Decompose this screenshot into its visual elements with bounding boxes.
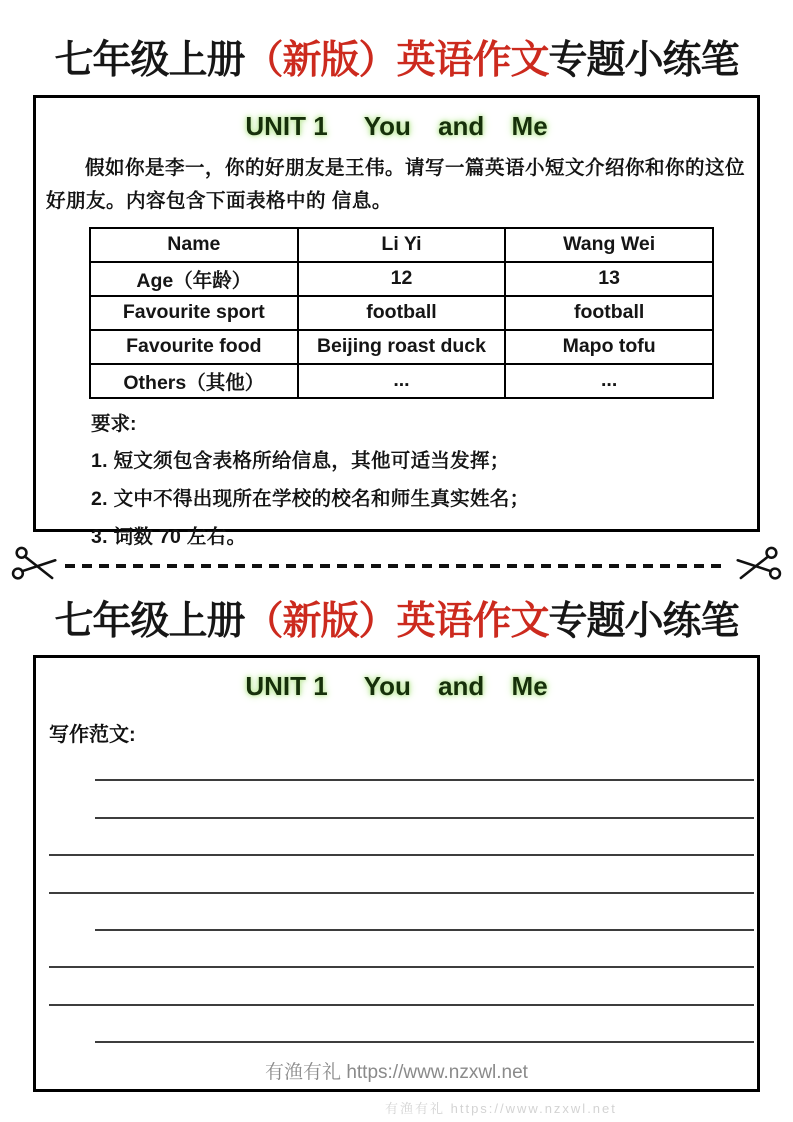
table-cell: football xyxy=(505,296,713,330)
scissors-icon xyxy=(730,541,785,591)
writing-line xyxy=(95,817,754,819)
requirements-label: 要求: xyxy=(91,412,137,435)
table-cell: Beijing roast duck xyxy=(298,330,506,364)
info-table-body xyxy=(90,228,713,398)
table-cell: Name xyxy=(90,228,298,262)
table-row xyxy=(90,364,713,398)
table-row xyxy=(90,228,713,262)
table-cell: Favourite food xyxy=(90,330,298,364)
page-title-bottom xyxy=(0,601,793,644)
cut-line xyxy=(12,541,781,591)
footer-watermark: 有渔有礼 https://www.nzxwl.net xyxy=(265,1062,528,1083)
writing-prompt: 假如你是李一，你的好朋友是王伟。请写一篇英语小短文介绍你和你的这位好朋友。内容包含下面表格中的 信息。 xyxy=(46,157,746,212)
table-cell: football xyxy=(298,296,506,330)
writing-line xyxy=(95,779,754,781)
title-black-left: 七年级上册 xyxy=(54,600,245,643)
table-cell: 13 xyxy=(505,262,713,296)
writing-line xyxy=(49,854,754,856)
requirement-item: 2. 文中不得出现所在学校的校名和师生真实姓名； xyxy=(91,487,530,510)
table-cell: Age（年龄） xyxy=(90,262,298,296)
table-cell: Wang Wei xyxy=(505,228,713,262)
table-cell: Favourite sport xyxy=(90,296,298,330)
sample-essay-label: 写作范文: xyxy=(49,724,136,746)
table-cell: Mapo tofu xyxy=(505,330,713,364)
writing-line xyxy=(49,1004,754,1006)
unit-heading xyxy=(36,111,757,142)
table-cell: ... xyxy=(505,364,713,398)
writing-line xyxy=(95,1041,754,1043)
table-row xyxy=(90,262,713,296)
exercise-box xyxy=(33,95,760,548)
title-red-middle: （新版）英语作文 xyxy=(244,39,549,82)
writing-line xyxy=(49,966,754,968)
table-cell: 12 xyxy=(298,262,506,296)
requirement-item: 1. 短文须包含表格所给信息，其他可适当发挥； xyxy=(91,449,510,472)
title-red-middle: （新版）英语作文 xyxy=(244,600,549,643)
page-title-top xyxy=(0,40,793,83)
title-black-right: 专题小练笔 xyxy=(548,39,739,82)
table-cell: Li Yi xyxy=(298,228,506,262)
sample-essay-box xyxy=(33,655,760,1092)
writing-line xyxy=(49,892,754,894)
bottom-watermark-ghost: 有渔有礼 https://www.nzxwl.net xyxy=(385,1101,617,1116)
title-black-left: 七年级上册 xyxy=(54,39,245,82)
writing-line xyxy=(95,929,754,931)
scissors-icon xyxy=(9,541,64,591)
table-row xyxy=(90,330,713,364)
unit-heading xyxy=(36,671,757,702)
unit-label: UNIT 1 xyxy=(245,671,328,701)
requirements-section xyxy=(91,406,757,556)
info-table xyxy=(89,227,714,399)
table-row xyxy=(90,296,713,330)
unit-label: UNIT 1 xyxy=(245,111,328,141)
requirement-item: 3. 词数 70 左右。 xyxy=(91,525,247,548)
title-black-right: 专题小练笔 xyxy=(548,600,739,643)
table-cell: Others（其他） xyxy=(90,364,298,398)
unit-title: You and Me xyxy=(363,111,548,141)
unit-title: You and Me xyxy=(363,671,548,701)
table-cell: ... xyxy=(298,364,506,398)
dashed-cut-line xyxy=(65,564,728,568)
